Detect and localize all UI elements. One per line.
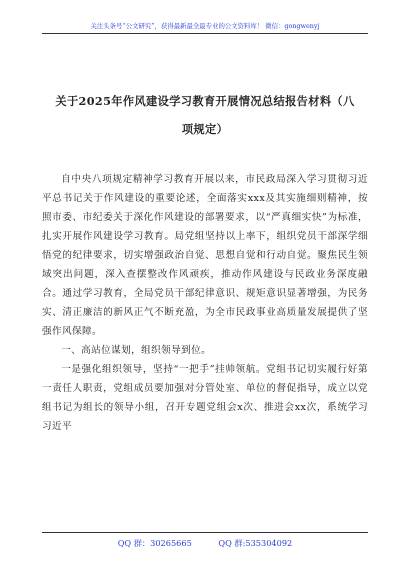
document-body <box>42 170 368 436</box>
document-title-line-1: 关于2025年作风建设学习教育开展情况总结报告材料（八 <box>55 94 355 108</box>
footer-qq-group-1: QQ 群：30265665 <box>117 538 192 548</box>
body-paragraph-intro: 自中央八项规定精神学习教育开展以来，市民政局深入学习贯彻习近平总书记关于作风建设的重要论述，全面落实xxx及其实施细则精神，按照市委、市纪委关于深化作风建设的部署要求，以“严真细实快”为标准，扎实开展作风建设学习教育。局党组坚持以上率下，组织党员干部深学细悟党的纪律要求，切实增强政治自觉、思想自觉和行动自觉。聚焦民生领域突出问题，深入查摆整改作风顽疾，推动作风建设与民政业务深度融合。通过学习教育，全局党员干部纪律意识、规矩意识显著增强，为民务实、清正廉洁的新风正气不断充盈，为全市民政事业高质量发展提供了坚强作风保障。 <box>42 174 368 337</box>
document-title-line-2: 项规定） <box>181 122 229 136</box>
header-promo-text: 关注头条号“公文研究”，获得最新最全最专业的公文资料库！ 微信：gongwenyj <box>90 22 320 30</box>
footer-qq-group-2: QQ 群:535304092 <box>218 538 293 548</box>
page-footer <box>42 532 368 549</box>
body-paragraph-1: 一是强化组织领导，坚持“一把手”挂帅领航。党组书记切实履行好第一责任人职责，党组成员要加强对分管处室、单位的督促指导，成立以党组书记为组长的领导小组，召开专题党组会x次、推进会xx次，系统学习习近平 <box>42 364 368 432</box>
section-heading-1: 一、高站位谋划，组织领导到位。 <box>61 345 212 356</box>
page-header <box>42 22 368 34</box>
